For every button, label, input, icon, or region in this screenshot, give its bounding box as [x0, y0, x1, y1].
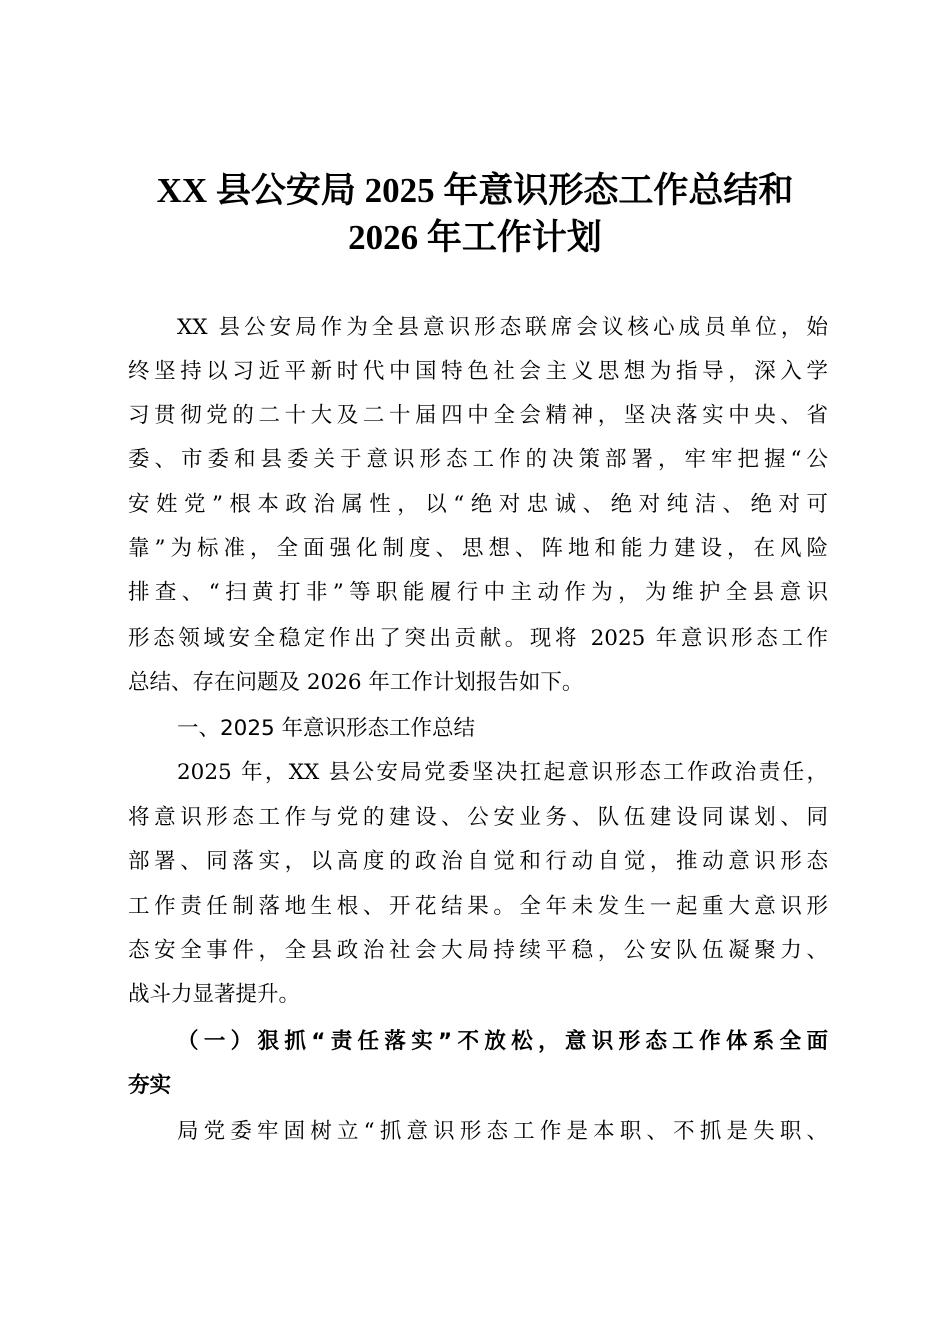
intro-line: 委、市委和县委关于意识形态工作的决策部署，牢牢把握“公 — [128, 447, 828, 472]
intro-line: 靠”为标准，全面强化制度、思想、阵地和能力建设，在风险 — [128, 536, 828, 561]
document-title-line-2: 2026 年工作计划 — [348, 218, 602, 257]
section1-line: 将意识形态工作与党的建设、公安业务、队伍建设同谋划、同 — [128, 805, 828, 830]
section1-line-last: 战斗力显著提升。 — [128, 982, 301, 1007]
document-title-line-1: XX 县公安局 2025 年意识形态工作总结和 — [156, 171, 794, 210]
intro-line: XX 县公安局作为全县意识形态联席会议核心成员单位，始 — [177, 315, 828, 340]
intro-line: 习贯彻党的二十大及二十届四中全会精神，坚决落实中央、省 — [128, 403, 828, 428]
intro-line: 形态领域安全稳定作出了突出贡献。现将 2025 年意识形态工作 — [128, 626, 828, 651]
intro-line: 安姓党”根本政治属性，以“绝对忠诚、绝对纯洁、绝对可 — [128, 492, 828, 517]
subsection-heading-1-cont: 夯实 — [128, 1073, 172, 1098]
section-heading-1: 一、2025 年意识形态工作总结 — [177, 716, 476, 741]
section1-line: 部署、同落实，以高度的政治自觉和行动自觉，推动意识形态 — [128, 849, 828, 874]
intro-line: 终坚持以习近平新时代中国特色社会主义思想为指导，深入学 — [128, 359, 828, 384]
section1-line: 2025 年，XX 县公安局党委坚决扛起意识形态工作政治责任， — [177, 760, 828, 785]
section1-line: 工作责任制落地生根、开花结果。全年未发生一起重大意识形 — [128, 894, 828, 919]
intro-line-last: 总结、存在问题及 2026 年工作计划报告如下。 — [128, 670, 584, 695]
subsection-heading-1: （一）狠抓“责任落实”不放松，意识形态工作体系全面 — [177, 1029, 828, 1054]
section1-line: 态安全事件，全县政治社会大局持续平稳，公安队伍凝聚力、 — [128, 938, 828, 963]
subsection1-line: 局党委牢固树立“抓意识形态工作是本职、不抓是失职、 — [177, 1119, 828, 1144]
intro-line: 排查、“扫黄打非”等职能履行中主动作为，为维护全县意识 — [128, 580, 828, 605]
